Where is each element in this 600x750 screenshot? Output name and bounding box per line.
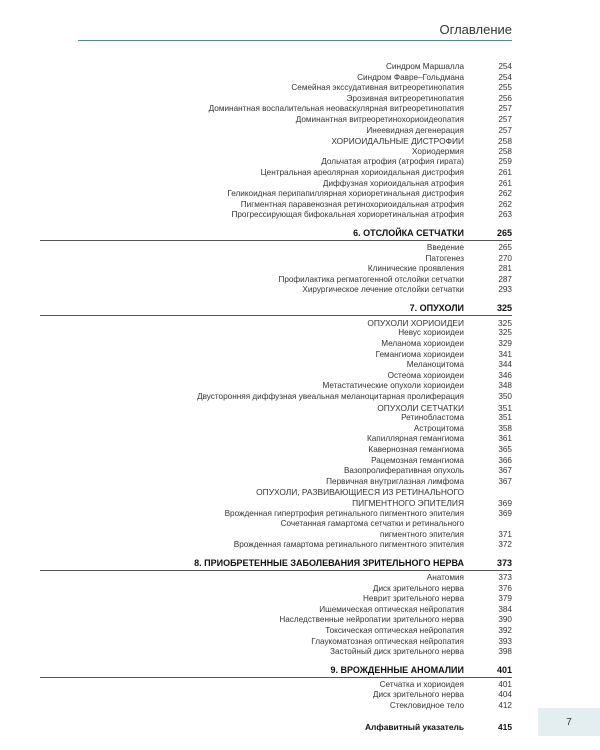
toc-entry-label: Токсическая оптическая нейропатия xyxy=(325,625,464,635)
toc-chapter-page: 265 xyxy=(496,227,512,238)
toc-entry-label: Невус хориоидеи xyxy=(398,328,464,338)
toc-entry-label: Ишемическая оптическая нейропатия xyxy=(319,604,464,614)
toc-entry xyxy=(40,680,512,691)
toc-entry-label: Меланоцитома xyxy=(406,360,464,370)
toc-entry xyxy=(40,200,512,211)
toc-entry xyxy=(40,509,512,520)
toc-entry xyxy=(40,243,512,254)
toc-entry xyxy=(40,530,512,541)
toc-entry xyxy=(40,179,512,190)
toc-entry xyxy=(40,477,512,488)
toc-entry xyxy=(40,360,512,371)
toc-entry-label: Прогрессирующая бифокальная хориоретинальная атрофия xyxy=(231,210,464,220)
toc-entry xyxy=(40,466,512,477)
toc-entry-label: ПИГМЕНТНОГО ЭПИТЕЛИЯ xyxy=(352,497,464,508)
toc-entry-page: 254 xyxy=(498,62,512,71)
toc-entry-label: ОПУХОЛИ СЕТЧАТКИ xyxy=(377,402,464,413)
toc-entry xyxy=(40,147,512,158)
toc-entry-label: Хориодермия xyxy=(412,146,464,156)
toc-entry-page: 293 xyxy=(498,285,512,295)
toc-entry-page: 263 xyxy=(498,210,512,220)
toc-entry-label: Метастатические опухоли хориоидеи xyxy=(322,381,464,391)
toc-entry-label: Глаукоматозная оптическая нейропатия xyxy=(311,636,464,646)
toc-entry-page: 325 xyxy=(498,317,512,328)
toc-entry-page: 258 xyxy=(498,146,512,156)
toc-entry-label: Врожденная гамартома ретинального пигментного эпителия xyxy=(233,540,464,550)
toc-entry xyxy=(40,392,512,403)
toc-entry xyxy=(40,584,512,595)
toc-entry-page: 369 xyxy=(498,497,512,508)
toc-chapter-label: 6. ОТСЛОЙКА СЕТЧАТКИ xyxy=(353,227,464,238)
toc-entry-page: 341 xyxy=(498,349,512,359)
toc-entry-label: Патогенез xyxy=(425,253,464,263)
toc-entry-label: Диффузная хориоидальная атрофия xyxy=(322,178,464,188)
toc-entry xyxy=(40,413,512,424)
toc-entry xyxy=(40,339,512,350)
toc-entry-label: Гемангиома хориоидеи xyxy=(375,349,464,359)
toc-entry-label: Синдром Фавре–Гольдмана xyxy=(357,72,464,82)
toc-entry xyxy=(40,350,512,361)
toc-entry xyxy=(40,434,512,445)
toc-entry xyxy=(40,594,512,605)
toc-chapter xyxy=(40,557,512,569)
toc-entry xyxy=(40,210,512,221)
toc-chapter-label: 9. ВРОЖДЕННЫЕ АНОМАЛИИ xyxy=(330,664,464,675)
toc-entry-page: 254 xyxy=(498,72,512,82)
page-number-tab xyxy=(538,708,600,736)
chapter-rule xyxy=(40,315,512,316)
toc-entry xyxy=(40,157,512,168)
toc-entry-label: Эрозивная витреоретинопатия xyxy=(346,93,464,103)
toc-entry-page: 367 xyxy=(498,476,512,486)
table-of-contents xyxy=(40,62,512,733)
toc-entry-page: 367 xyxy=(498,466,512,476)
header-rule xyxy=(78,40,512,41)
toc-subsection-heading xyxy=(40,136,512,147)
toc-entry xyxy=(40,573,512,584)
toc-entry xyxy=(40,168,512,179)
toc-entry-page: 371 xyxy=(498,529,512,539)
toc-entry-label: ОПУХОЛИ, РАЗВИВАЮЩИЕСЯ ИЗ РЕТИНАЛЬНОГО xyxy=(256,487,464,498)
toc-entry-label: Застойный диск зрительного нерва xyxy=(330,647,464,657)
toc-entry-label: Доминантная воспалительная неоваскулярная витреоретинопатия xyxy=(208,104,464,114)
toc-entry-label: Стекловидное тело xyxy=(389,700,464,710)
toc-entry xyxy=(40,264,512,275)
toc-entry-label: Пигментная паравенозная ретинохориоидальная атрофия xyxy=(240,199,464,209)
toc-entry xyxy=(40,73,512,84)
chapter-rule xyxy=(40,677,512,678)
toc-entry xyxy=(40,456,512,467)
toc-entry xyxy=(40,424,512,435)
toc-entry xyxy=(40,83,512,94)
toc-entry xyxy=(40,615,512,626)
toc-entry-label: Инеевидная дегенерация xyxy=(366,125,464,135)
toc-entry-page: 255 xyxy=(498,83,512,93)
toc-chapter-label: 8. ПРИОБРЕТЕННЫЕ ЗАБОЛЕВАНИЯ ЗРИТЕЛЬНОГО НЕРВА xyxy=(194,557,464,568)
toc-entry-page: 412 xyxy=(498,700,512,710)
toc-entry xyxy=(40,647,512,658)
toc-entry-label: ОПУХОЛИ ХОРИОИДЕИ xyxy=(367,317,464,328)
toc-entry xyxy=(40,189,512,200)
toc-entry-label: пигментного эпителия xyxy=(379,529,464,539)
toc-entry-label: Хирургическое лечение отслойки сетчатки xyxy=(302,285,464,295)
toc-entry xyxy=(40,626,512,637)
toc-entry-label: Врожденная гипертрофия ретинального пигментного эпителия xyxy=(224,508,464,518)
toc-entry-page: 369 xyxy=(498,508,512,518)
toc-entry-page: 261 xyxy=(498,167,512,177)
toc-entry-label: Первичная внутриглазная лимфома xyxy=(326,476,464,486)
toc-entry-label: Наследственные нейропатии зрительного нерва xyxy=(279,615,464,625)
toc-entry-page: 287 xyxy=(498,274,512,284)
toc-entry-page: 398 xyxy=(498,647,512,657)
toc-chapter-label: 7. ОПУХОЛИ xyxy=(409,302,464,313)
toc-subsection-heading xyxy=(40,318,512,329)
toc-entry xyxy=(40,701,512,712)
toc-entry-page: 325 xyxy=(498,328,512,338)
toc-entry-label: Центральная ареолярная хориоидальная дистрофия xyxy=(260,167,464,177)
page-number: 7 xyxy=(566,716,572,728)
toc-index-label: Алфавитный указатель xyxy=(365,722,464,733)
toc-entry-page: 258 xyxy=(498,136,512,147)
toc-entry xyxy=(40,254,512,265)
toc-entry-page: 281 xyxy=(498,264,512,274)
toc-index-entry xyxy=(40,721,512,733)
toc-entry-page: 350 xyxy=(498,392,512,402)
toc-chapter-page: 325 xyxy=(496,302,512,313)
toc-entry-label: Меланома хориоидеи xyxy=(381,339,464,349)
toc-entry-page: 261 xyxy=(498,178,512,188)
running-header-title: Оглавление xyxy=(439,22,512,37)
toc-entry-label: Рацемозная гемангиома xyxy=(371,455,464,465)
toc-entry xyxy=(40,328,512,339)
toc-entry-label: Доминантная витреоретинохориоидеопатия xyxy=(295,114,464,124)
toc-entry-label: Дольчатая атрофия (атрофия гирата) xyxy=(321,157,464,167)
toc-entry-page: 329 xyxy=(498,339,512,349)
toc-entry-page: 257 xyxy=(498,104,512,114)
toc-entry-label: Сочетанная гамартома сетчатки и ретинального xyxy=(280,519,464,529)
toc-entry-label: Семейная экссудативная витреоретинопатия xyxy=(291,83,464,93)
toc-entry-label: Двусторонняя диффузная увеальная меланоцитарная пролиферация xyxy=(197,392,464,402)
toc-entry-page: 393 xyxy=(498,636,512,646)
toc-entry xyxy=(40,62,512,73)
toc-entry-page: 257 xyxy=(498,125,512,135)
toc-entry-page: 259 xyxy=(498,157,512,167)
toc-entry-label: Синдром Маршалла xyxy=(385,62,464,71)
toc-entry xyxy=(40,690,512,701)
toc-chapter xyxy=(40,302,512,314)
toc-index-page: 415 xyxy=(498,722,512,733)
toc-subsection-heading xyxy=(40,498,512,509)
toc-entry-label: Ретинобластома xyxy=(401,413,464,423)
toc-entry-label: Сетчатка и хориоидея xyxy=(379,679,464,689)
toc-entry-page: 384 xyxy=(498,604,512,614)
toc-chapter-page: 401 xyxy=(496,664,512,675)
toc-entry-page: 379 xyxy=(498,594,512,604)
chapter-rule xyxy=(40,240,512,241)
toc-entry-page: 392 xyxy=(498,625,512,635)
toc-entry xyxy=(40,519,512,530)
toc-entry-page: 365 xyxy=(498,445,512,454)
toc-entry-label: Кавернозная гемангиома xyxy=(368,445,464,454)
toc-entry-label: Диск зрительного нерва xyxy=(372,690,464,700)
toc-entry-label: ХОРИОИДАЛЬНЫЕ ДИСТРОФИИ xyxy=(331,136,464,147)
toc-entry xyxy=(40,381,512,392)
toc-entry-page: 373 xyxy=(498,572,512,582)
toc-chapter-page: 373 xyxy=(496,557,512,568)
toc-entry xyxy=(40,275,512,286)
toc-entry xyxy=(40,104,512,115)
toc-entry xyxy=(40,285,512,296)
toc-entry xyxy=(40,94,512,105)
toc-entry-page: 390 xyxy=(498,615,512,625)
toc-entry-label: Астроцитома xyxy=(413,423,464,433)
toc-entry-page: 366 xyxy=(498,455,512,465)
chapter-rule xyxy=(40,570,512,571)
toc-entry-label: Геликоидная перипапиллярная хориоретинальная дистрофия xyxy=(227,189,464,199)
toc-entry-label: Профилактика регматогенной отслойки сетчатки xyxy=(278,274,464,284)
toc-chapter xyxy=(40,227,512,239)
toc-entry-label: Анатомия xyxy=(426,572,464,582)
toc-entry-page: 265 xyxy=(498,242,512,252)
toc-entry-label: Диск зрительного нерва xyxy=(372,583,464,593)
toc-chapter xyxy=(40,664,512,676)
toc-entry xyxy=(40,540,512,551)
toc-entry-page: 351 xyxy=(498,413,512,423)
toc-entry-label: Введение xyxy=(426,242,464,252)
toc-entry-page: 372 xyxy=(498,540,512,550)
toc-entry-page: 262 xyxy=(498,199,512,209)
toc-entry-page: 348 xyxy=(498,381,512,391)
toc-subsection-heading xyxy=(40,403,512,414)
toc-entry-page: 344 xyxy=(498,360,512,370)
toc-entry-page: 346 xyxy=(498,370,512,380)
toc-entry-label: Остеома хориоидеи xyxy=(387,370,464,380)
toc-entry-page: 270 xyxy=(498,253,512,263)
toc-entry-page: 262 xyxy=(498,189,512,199)
toc-entry-page: 401 xyxy=(498,679,512,689)
toc-entry-page: 361 xyxy=(498,434,512,444)
toc-entry-page: 376 xyxy=(498,583,512,593)
toc-entry-label: Капиллярная гемангиома xyxy=(366,434,464,444)
toc-entry-label: Клинические проявления xyxy=(367,264,464,274)
toc-entry-label: Неврит зрительного нерва xyxy=(363,594,464,604)
toc-entry-page: 351 xyxy=(498,402,512,413)
toc-entry xyxy=(40,371,512,382)
toc-subsection-heading xyxy=(40,487,512,498)
toc-entry xyxy=(40,445,512,456)
toc-entry-page: 256 xyxy=(498,93,512,103)
toc-entry xyxy=(40,115,512,126)
toc-entry-page: 358 xyxy=(498,423,512,433)
toc-entry-page: 404 xyxy=(498,690,512,700)
toc-entry-page: 257 xyxy=(498,114,512,124)
toc-entry xyxy=(40,605,512,616)
toc-entry-label: Вазопролиферативная опухоль xyxy=(343,466,464,476)
toc-entry xyxy=(40,126,512,137)
toc-entry xyxy=(40,637,512,648)
